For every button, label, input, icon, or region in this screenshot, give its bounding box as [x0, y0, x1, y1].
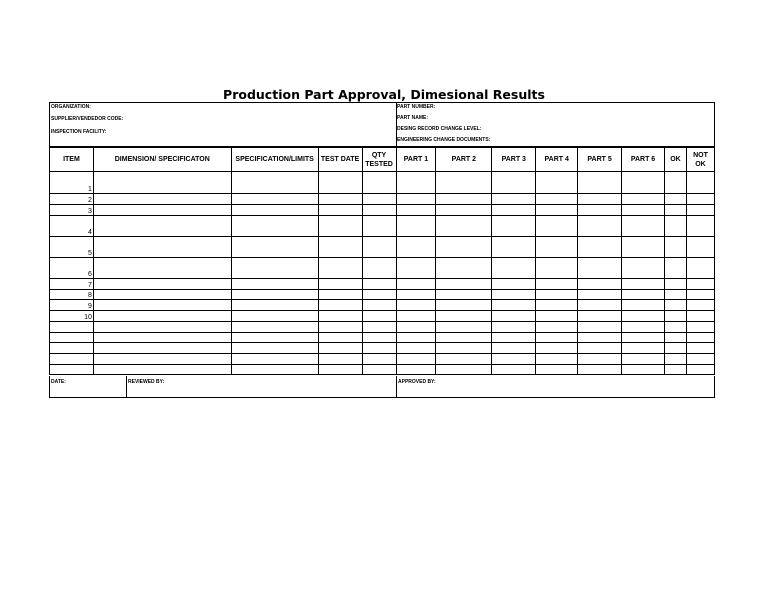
table-cell[interactable]	[492, 172, 536, 194]
table-cell[interactable]	[664, 216, 686, 237]
reviewed-by-label: REVIEWED BY:	[128, 379, 165, 385]
table-cell[interactable]	[622, 311, 665, 322]
table-cell[interactable]	[362, 258, 396, 279]
table-cell[interactable]	[492, 194, 536, 205]
table-row	[50, 365, 715, 375]
table-row	[50, 343, 715, 354]
table-cell[interactable]	[396, 290, 436, 300]
date-label: DATE:	[51, 379, 66, 385]
table-cell[interactable]	[578, 322, 622, 333]
table-cell[interactable]	[664, 194, 686, 205]
table-cell[interactable]	[396, 333, 436, 343]
table-cell[interactable]	[578, 290, 622, 300]
table-cell[interactable]	[622, 354, 665, 365]
item-number-cell: 8	[50, 290, 94, 300]
table-row	[50, 172, 715, 194]
item-number-cell: 7	[50, 279, 94, 290]
table-cell[interactable]	[93, 279, 231, 290]
table-cell[interactable]	[231, 258, 318, 279]
table-cell[interactable]	[686, 194, 714, 205]
col-qty-tested: QTY TESTED	[362, 148, 396, 172]
table-cell[interactable]	[231, 279, 318, 290]
table-cell[interactable]	[536, 258, 578, 279]
table-cell[interactable]	[492, 354, 536, 365]
table-cell[interactable]	[93, 216, 231, 237]
table-cell[interactable]	[362, 237, 396, 258]
table-cell[interactable]	[396, 322, 436, 333]
table-cell[interactable]	[686, 290, 714, 300]
table-cell[interactable]	[664, 365, 686, 375]
table-cell[interactable]	[396, 311, 436, 322]
table-cell[interactable]	[436, 354, 492, 365]
table-cell[interactable]	[318, 258, 362, 279]
table-cell[interactable]	[436, 311, 492, 322]
table-cell[interactable]	[318, 194, 362, 205]
table-cell[interactable]	[93, 290, 231, 300]
table-cell[interactable]	[396, 194, 436, 205]
table-row	[50, 237, 715, 258]
item-number-cell: 10	[50, 311, 94, 322]
item-number-cell: 5	[50, 237, 94, 258]
table-cell[interactable]	[436, 365, 492, 375]
table-cell[interactable]	[578, 343, 622, 354]
table-cell[interactable]	[578, 194, 622, 205]
col-dimension: DIMENSION/ SPECIFICATON	[93, 148, 231, 172]
table-cell[interactable]	[396, 205, 436, 216]
table-cell[interactable]	[578, 333, 622, 343]
table-cell[interactable]	[686, 172, 714, 194]
table-row	[50, 290, 715, 300]
table-row	[50, 354, 715, 365]
part-number-label: PART NUMBER:	[397, 104, 436, 110]
table-cell[interactable]	[362, 311, 396, 322]
table-cell[interactable]	[492, 343, 536, 354]
footer-divider	[126, 376, 127, 398]
table-cell[interactable]	[664, 279, 686, 290]
form-footer	[49, 376, 715, 398]
item-number-cell: 2	[50, 194, 94, 205]
table-cell[interactable]	[396, 279, 436, 290]
table-cell[interactable]	[536, 216, 578, 237]
table-cell[interactable]	[578, 354, 622, 365]
results-table	[49, 147, 715, 375]
table-cell[interactable]	[492, 333, 536, 343]
table-cell[interactable]	[318, 322, 362, 333]
table-cell[interactable]	[436, 290, 492, 300]
table-cell[interactable]	[578, 279, 622, 290]
table-cell[interactable]	[231, 354, 318, 365]
supplier-code-label: SUPPLIER/VENDEDOR CODE:	[51, 116, 124, 122]
table-cell[interactable]	[622, 216, 665, 237]
table-cell[interactable]	[622, 343, 665, 354]
table-cell[interactable]	[362, 322, 396, 333]
table-cell[interactable]	[436, 205, 492, 216]
table-cell[interactable]	[664, 172, 686, 194]
table-cell[interactable]	[686, 343, 714, 354]
table-cell[interactable]	[622, 322, 665, 333]
table-cell[interactable]	[578, 258, 622, 279]
table-cell[interactable]	[536, 333, 578, 343]
table-cell[interactable]	[362, 279, 396, 290]
table-cell[interactable]	[362, 333, 396, 343]
table-cell[interactable]	[93, 205, 231, 216]
table-cell[interactable]	[396, 237, 436, 258]
table-cell[interactable]	[93, 333, 231, 343]
table-cell[interactable]	[318, 172, 362, 194]
table-cell[interactable]	[362, 354, 396, 365]
col-not-ok: NOT OK	[686, 148, 714, 172]
table-cell[interactable]	[664, 237, 686, 258]
table-row	[50, 300, 715, 311]
col-part-5: PART 5	[578, 148, 622, 172]
organization-label: ORGANIZATION:	[51, 104, 91, 110]
table-cell[interactable]	[686, 205, 714, 216]
table-cell[interactable]	[362, 194, 396, 205]
col-part-1: PART 1	[396, 148, 436, 172]
col-ok: OK	[664, 148, 686, 172]
table-cell[interactable]	[93, 172, 231, 194]
table-cell[interactable]	[436, 279, 492, 290]
table-cell[interactable]	[362, 205, 396, 216]
col-part-6: PART 6	[622, 148, 665, 172]
table-cell[interactable]	[536, 354, 578, 365]
item-number-cell	[50, 354, 94, 365]
table-cell[interactable]	[664, 258, 686, 279]
table-cell[interactable]	[664, 343, 686, 354]
table-cell[interactable]	[318, 300, 362, 311]
table-cell[interactable]	[622, 365, 665, 375]
table-cell[interactable]	[436, 216, 492, 237]
results-body	[50, 172, 715, 375]
table-row	[50, 194, 715, 205]
table-cell[interactable]	[536, 322, 578, 333]
footer-divider	[396, 376, 397, 398]
table-cell[interactable]	[396, 365, 436, 375]
table-cell[interactable]	[536, 343, 578, 354]
table-cell[interactable]	[231, 343, 318, 354]
table-cell[interactable]	[622, 290, 665, 300]
item-number-cell	[50, 343, 94, 354]
table-cell[interactable]	[492, 258, 536, 279]
table-cell[interactable]	[492, 216, 536, 237]
table-cell[interactable]	[686, 279, 714, 290]
table-cell[interactable]	[93, 194, 231, 205]
table-cell[interactable]	[231, 311, 318, 322]
table-cell[interactable]	[492, 300, 536, 311]
table-cell[interactable]	[664, 311, 686, 322]
table-cell[interactable]	[318, 365, 362, 375]
table-cell[interactable]	[231, 365, 318, 375]
table-cell[interactable]	[536, 194, 578, 205]
table-cell[interactable]	[686, 311, 714, 322]
col-item: ITEM	[50, 148, 94, 172]
table-cell[interactable]	[318, 333, 362, 343]
table-row	[50, 333, 715, 343]
item-number-cell: 1	[50, 172, 94, 194]
table-cell[interactable]	[536, 300, 578, 311]
table-cell[interactable]	[492, 279, 536, 290]
table-cell[interactable]	[231, 290, 318, 300]
table-cell[interactable]	[436, 300, 492, 311]
item-number-cell: 6	[50, 258, 94, 279]
table-cell[interactable]	[396, 354, 436, 365]
col-part-4: PART 4	[536, 148, 578, 172]
table-cell[interactable]	[492, 365, 536, 375]
table-cell[interactable]	[231, 194, 318, 205]
table-cell[interactable]	[686, 354, 714, 365]
table-cell[interactable]	[318, 205, 362, 216]
table-row	[50, 258, 715, 279]
table-cell[interactable]	[578, 311, 622, 322]
table-cell[interactable]	[436, 237, 492, 258]
table-cell[interactable]	[396, 300, 436, 311]
table-row	[50, 205, 715, 216]
table-cell[interactable]	[578, 365, 622, 375]
table-cell[interactable]	[93, 343, 231, 354]
table-cell[interactable]	[231, 172, 318, 194]
table-cell[interactable]	[93, 365, 231, 375]
table-cell[interactable]	[578, 172, 622, 194]
table-cell[interactable]	[492, 290, 536, 300]
table-cell[interactable]	[362, 300, 396, 311]
table-cell[interactable]	[396, 343, 436, 354]
table-cell[interactable]	[436, 258, 492, 279]
table-cell[interactable]	[686, 258, 714, 279]
table-cell[interactable]	[93, 311, 231, 322]
table-cell[interactable]	[664, 354, 686, 365]
table-cell[interactable]	[318, 216, 362, 237]
table-cell[interactable]	[318, 279, 362, 290]
table-cell[interactable]	[622, 172, 665, 194]
table-cell[interactable]	[622, 279, 665, 290]
table-cell[interactable]	[492, 205, 536, 216]
table-cell[interactable]	[93, 258, 231, 279]
table-cell[interactable]	[686, 216, 714, 237]
table-cell[interactable]	[578, 300, 622, 311]
table-cell[interactable]	[578, 237, 622, 258]
table-cell[interactable]	[536, 172, 578, 194]
table-cell[interactable]	[622, 237, 665, 258]
table-row	[50, 322, 715, 333]
design-record-change-level-label: DESING RECORD CHANGE LEVEL:	[397, 126, 482, 132]
table-cell[interactable]	[93, 322, 231, 333]
table-cell[interactable]	[536, 237, 578, 258]
table-cell[interactable]	[93, 237, 231, 258]
table-cell[interactable]	[231, 216, 318, 237]
col-part-3: PART 3	[492, 148, 536, 172]
table-cell[interactable]	[362, 172, 396, 194]
table-cell[interactable]	[396, 172, 436, 194]
table-cell[interactable]	[396, 258, 436, 279]
table-cell[interactable]	[686, 322, 714, 333]
table-cell[interactable]	[318, 343, 362, 354]
table-row	[50, 216, 715, 237]
table-cell[interactable]	[231, 300, 318, 311]
table-cell[interactable]	[622, 258, 665, 279]
table-cell[interactable]	[536, 365, 578, 375]
approved-by-label: APPROVED BY:	[398, 379, 436, 385]
table-cell[interactable]	[622, 333, 665, 343]
item-number-cell: 4	[50, 216, 94, 237]
table-cell[interactable]	[93, 354, 231, 365]
table-cell[interactable]	[93, 300, 231, 311]
engineering-change-documents-label: ENGINEERING CHANGE DOCUMENTS:	[397, 137, 491, 143]
table-cell[interactable]	[362, 216, 396, 237]
item-number-cell	[50, 333, 94, 343]
table-cell[interactable]	[686, 237, 714, 258]
table-cell[interactable]	[664, 322, 686, 333]
table-cell[interactable]	[664, 300, 686, 311]
table-cell[interactable]	[436, 333, 492, 343]
column-header-row	[50, 148, 715, 172]
col-test-date: TEST DATE	[318, 148, 362, 172]
table-row	[50, 311, 715, 322]
table-cell[interactable]	[318, 290, 362, 300]
inspection-facility-label: INSPECTION FACILITY:	[51, 129, 107, 135]
table-cell[interactable]	[492, 311, 536, 322]
item-number-cell	[50, 365, 94, 375]
table-cell[interactable]	[536, 311, 578, 322]
table-cell[interactable]	[622, 300, 665, 311]
table-cell[interactable]	[362, 365, 396, 375]
table-cell[interactable]	[686, 300, 714, 311]
table-cell[interactable]	[318, 354, 362, 365]
table-cell[interactable]	[436, 322, 492, 333]
table-cell[interactable]	[436, 194, 492, 205]
table-cell[interactable]	[362, 343, 396, 354]
table-cell[interactable]	[536, 290, 578, 300]
table-cell[interactable]	[664, 205, 686, 216]
table-cell[interactable]	[664, 333, 686, 343]
table-cell[interactable]	[622, 205, 665, 216]
part-name-label: PART NAME:	[397, 115, 429, 121]
table-cell[interactable]	[396, 216, 436, 237]
table-cell[interactable]	[231, 333, 318, 343]
table-cell[interactable]	[231, 322, 318, 333]
table-cell[interactable]	[536, 205, 578, 216]
item-number-cell	[50, 322, 94, 333]
table-cell[interactable]	[686, 333, 714, 343]
table-cell[interactable]	[536, 279, 578, 290]
col-part-2: PART 2	[436, 148, 492, 172]
table-row	[50, 279, 715, 290]
item-number-cell: 9	[50, 300, 94, 311]
table-cell[interactable]	[686, 365, 714, 375]
table-cell[interactable]	[318, 237, 362, 258]
table-cell[interactable]	[231, 237, 318, 258]
table-cell[interactable]	[664, 290, 686, 300]
table-cell[interactable]	[578, 205, 622, 216]
table-cell[interactable]	[436, 343, 492, 354]
table-cell[interactable]	[492, 237, 536, 258]
item-number-cell: 3	[50, 205, 94, 216]
col-spec-limits: SPECIFICATION/LIMITS	[231, 148, 318, 172]
table-cell[interactable]	[578, 216, 622, 237]
form-header	[49, 102, 715, 147]
table-cell[interactable]	[622, 194, 665, 205]
table-cell[interactable]	[318, 311, 362, 322]
form-title: Production Part Approval, Dimesional Results	[223, 87, 545, 102]
table-cell[interactable]	[231, 205, 318, 216]
table-cell[interactable]	[436, 172, 492, 194]
table-cell[interactable]	[362, 290, 396, 300]
dimensional-results-form	[49, 102, 715, 398]
table-cell[interactable]	[492, 322, 536, 333]
